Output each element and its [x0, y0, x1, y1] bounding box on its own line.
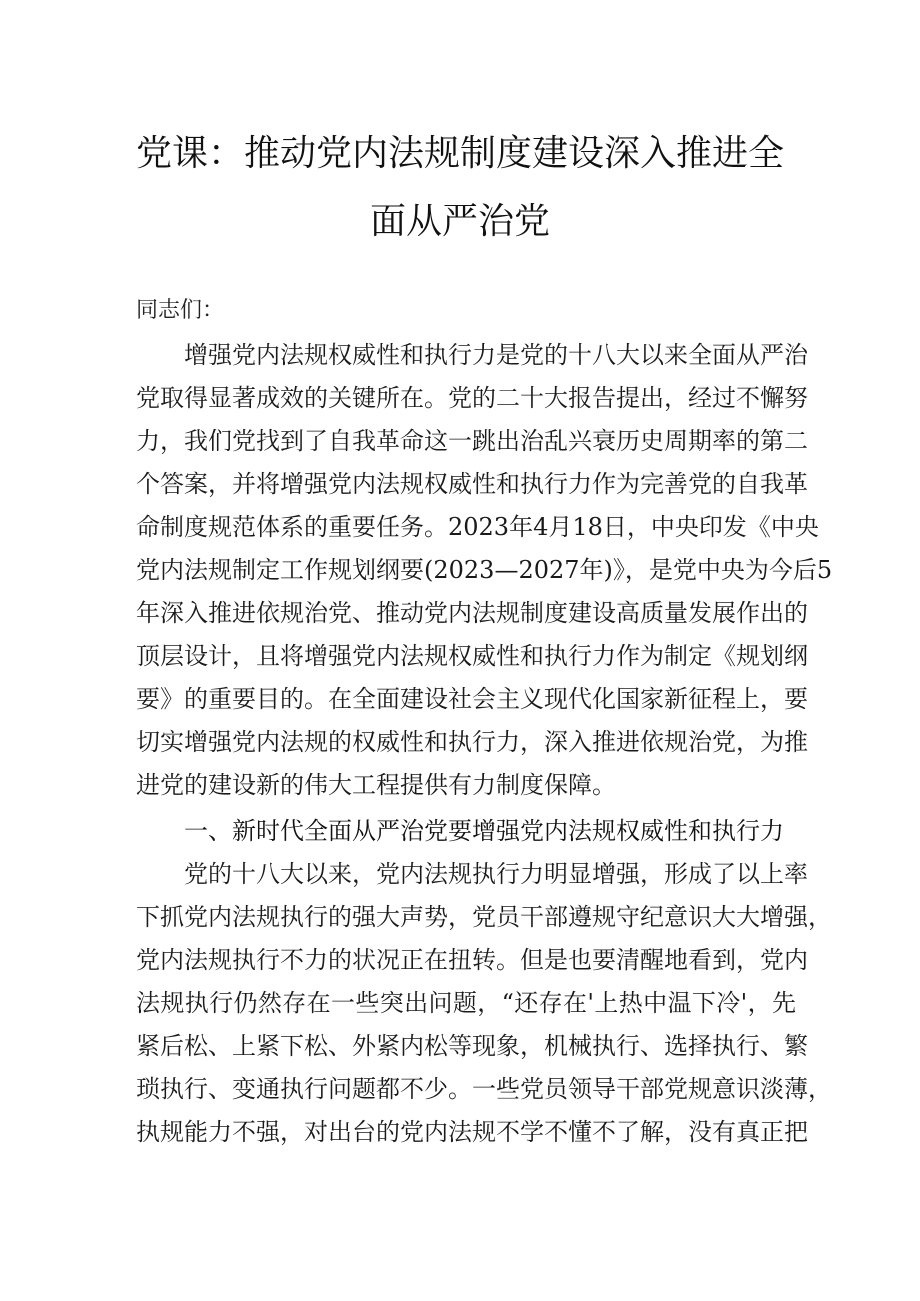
paragraph-line: 党取得显著成效的关键所在。党的二十大报告提出，经过不懈努 — [136, 384, 808, 412]
paragraph-line: 执规能力不强，对出台的党内法规不学不懂不了解，没有真正把 — [136, 1118, 808, 1146]
paragraph-line: 琐执行、变通执行问题都不少。一些党员领导干部党规意识淡薄， — [136, 1075, 832, 1103]
paragraph-line: 顶层设计，且将增强党内法规权威性和执行力作为制定《规划纲 — [136, 642, 808, 670]
paragraph-line: 党内法规执行不力的状况正在扭转。但是也要清醒地看到，党内 — [136, 946, 808, 974]
document-title-line-2: 面从严治党 — [369, 201, 550, 242]
paragraph-line: 进党的建设新的伟大工程提供有力制度保障。 — [136, 771, 616, 799]
paragraph-line: 力，我们党找到了自我革命这一跳出治乱兴衰历史周期率的第二 — [136, 427, 808, 455]
salutation: 同志们： — [136, 298, 225, 323]
paragraph-line: 要》的重要目的。在全面建设社会主义现代化国家新征程上，要 — [136, 685, 808, 713]
section-heading-1: 一、新时代全面从严治党要增强党内法规权威性和执行力 — [184, 817, 784, 845]
paragraph-line: 个答案，并将增强党内法规权威性和执行力作为完善党的自我革 — [136, 470, 808, 498]
paragraph-line: 年深入推进依规治党、推动党内法规制度建设高质量发展作出的 — [136, 599, 808, 627]
document-title-line-1: 党课：推动党内法规制度建设深入推进全 — [135, 133, 784, 174]
paragraph-line: 党内法规制定工作规划纲要(2023—2027年)》，是党中央为今后5 — [136, 556, 833, 584]
paragraph-line: 党的十八大以来，党内法规执行力明显增强，形成了以上率 — [184, 860, 808, 888]
paragraph-line: 法规执行仍然存在一些突出问题，“还存在'上热中温下冷'，先 — [136, 989, 796, 1017]
paragraph-line: 紧后松、上紧下松、外紧内松等现象，机械执行、选择执行、繁 — [136, 1032, 808, 1060]
paragraph-line: 命制度规范体系的重要任务。2023年4月18日，中央印发《中央 — [136, 513, 819, 541]
paragraph-line: 下抓党内法规执行的强大声势，党员干部遵规守纪意识大大增强， — [136, 903, 832, 931]
paragraph-line: 切实增强党内法规的权威性和执行力，深入推进依规治党，为推 — [136, 728, 808, 756]
paragraph-line: 增强党内法规权威性和执行力是党的十八大以来全面从严治 — [184, 341, 808, 369]
